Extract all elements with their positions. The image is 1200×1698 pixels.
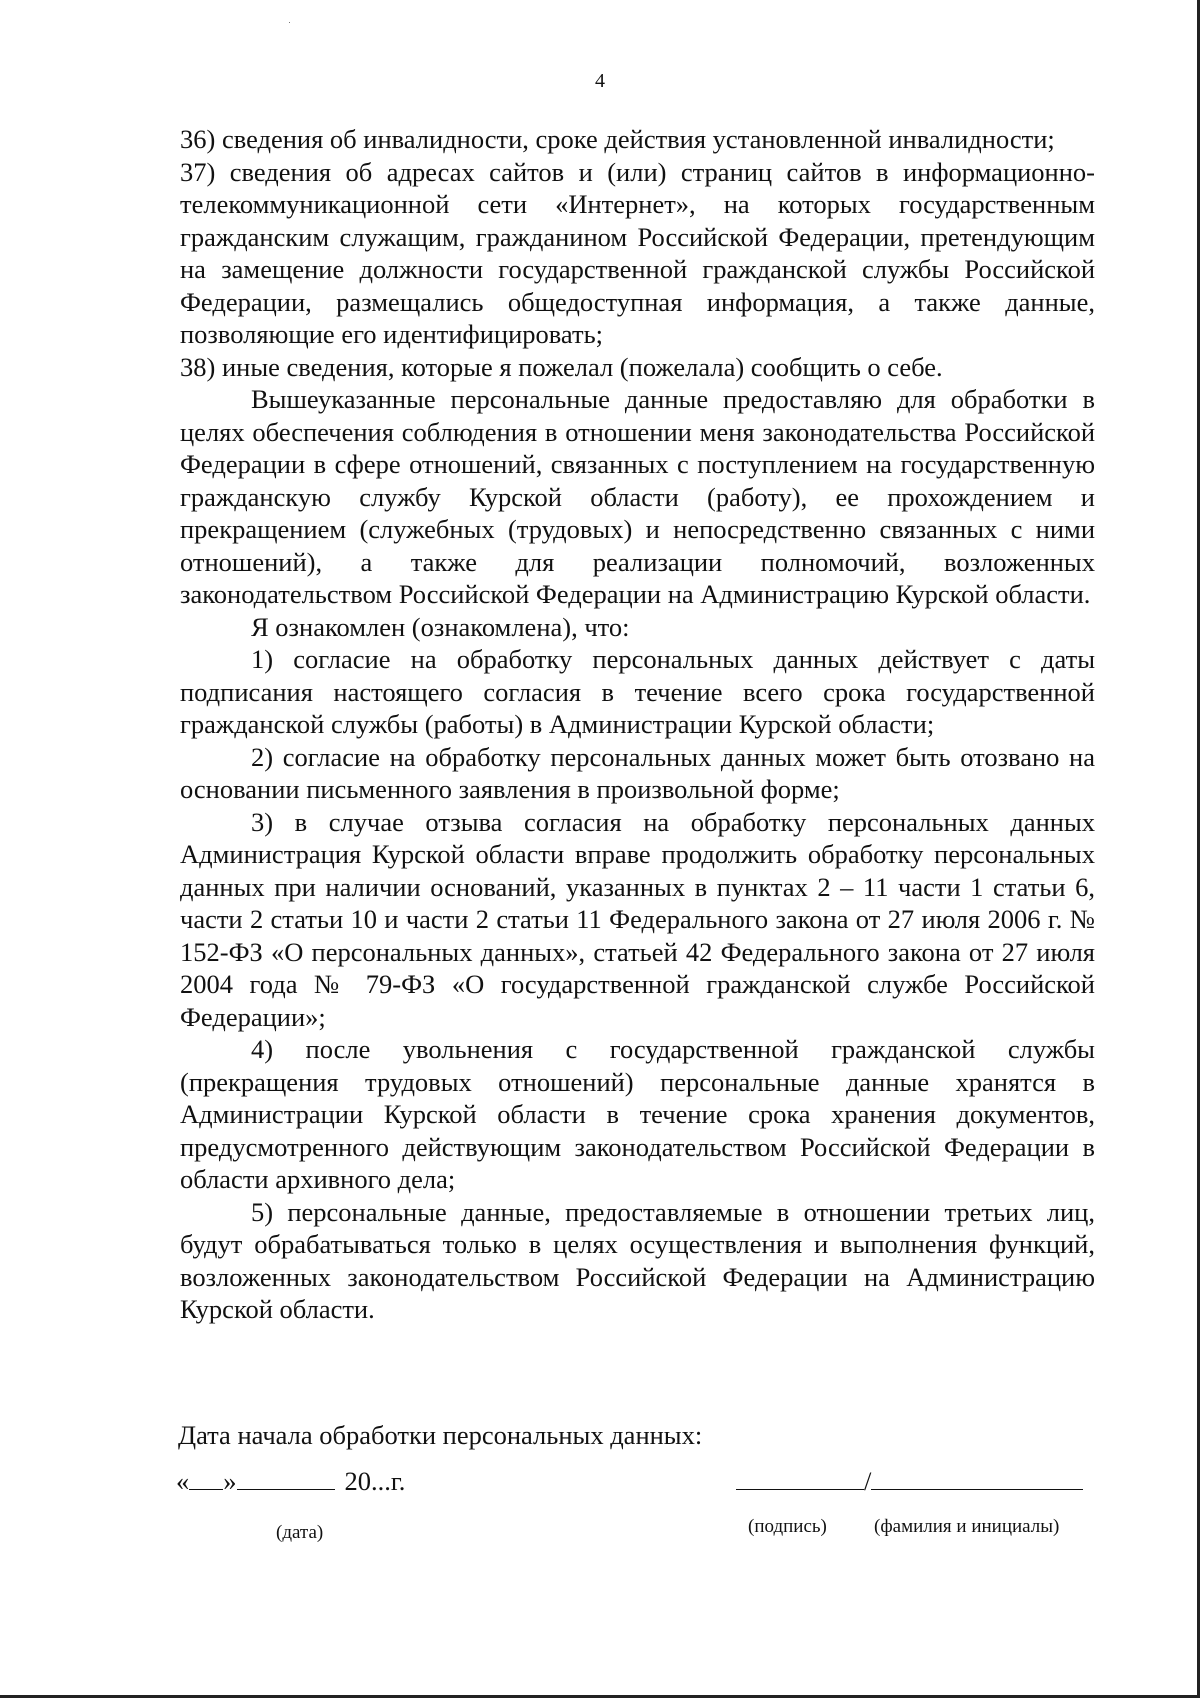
date-caption: (дата) [276,1522,324,1543]
paragraph-acknowledgement: Я ознакомлен (ознакомлена), что: [251,611,630,642]
document-body [180,123,1095,1326]
signature-caption: (подпись) [748,1516,827,1537]
date-quote-close: » [223,1466,237,1496]
scan-speck [289,22,290,23]
paragraph-purpose: Вышеуказанные персональные данные предоставляю для обработки в целях обеспечения соблюдения в отношении меня законодательства Российской Федерации в сфере отношений, связанных с поступлением на государственную гражданскую службу Курской области (работу), ее прохождением и прекращением (служебных (трудовых) и непосредственно связанных с ними отношений), а также для реализации полномочий, возложенных законодательством Российской Федерации на Администрацию Курской области. [180,384,1095,609]
signature-field[interactable] [736,1466,1083,1497]
day-blank[interactable] [189,1467,223,1490]
date-field[interactable] [176,1466,405,1497]
date-quote-open: « [176,1466,190,1496]
paragraph-item-38: 38) иные сведения, которые я пожелал (пожелала) сообщить о себе. [180,351,943,382]
year-text: 20...г. [344,1466,406,1496]
paragraph-clause-1: 1) согласие на обработку персональных данных действует с даты подписания настоящего согласия в течение всего срока государственной гражданской службы (работы) в Администрации Курской области; [180,644,1095,739]
signature-separator: / [864,1466,872,1496]
name-caption: (фамилия и инициалы) [874,1516,1060,1537]
paragraph-clause-4: 4) после увольнения с государственной гражданской службы (прекращения трудовых отношений) персональные данные хранятся в Администрации Курской области в течение срока хранения документов, предусмотренного действующим законодательством Российской Федерации в области архивного дела; [180,1034,1095,1194]
paragraph-clause-2: 2) согласие на обработку персональных данных может быть отозвано на основании письменного заявления в произвольной форме; [180,741,1095,804]
processing-start-date-label: Дата начала обработки персональных данных: [178,1420,703,1450]
signature-blank[interactable] [736,1467,864,1490]
month-blank[interactable] [237,1467,335,1490]
paragraph-clause-3: 3) в случае отзыва согласия на обработку персональных данных Администрация Курской области вправе продолжить обработку персональных данных при наличии оснований, указанных в пунктах 2 – 11 части 1 статьи 6, части 2 статьи 10 и части 2 статьи 11 Федерального закона от 27 июля 2006 г. № 152-ФЗ «О персональных данных», статьей 42 Федерального закона от 27 июля 2004 года № 79-ФЗ «О государственной гражданской службе Российской Федерации»; [180,806,1095,1032]
paragraph-clause-5: 5) персональные данные, предоставляемые в отношении третьих лиц, будут обрабатываться только в целях осуществления и выполнения функций, возложенных законодательством Российской Федерации на Администрацию Курской области. [180,1196,1095,1324]
page-number: 4 [595,70,605,92]
paragraph-item-37: 37) сведения об адресах сайтов и (или) страниц сайтов в информационно-телекоммуникационной сети «Интернет», на которых государственным гражданским служащим, гражданином Российской Федерации, претендующим на замещение должности государственной гражданской службы Российской Федерации, размещались общедоступная информация, а также данные, позволяющие его идентифицировать; [180,156,1095,349]
name-blank[interactable] [871,1467,1083,1490]
paragraph-item-36: 36) сведения об инвалидности, сроке действия установленной инвалидности; [180,124,1055,154]
